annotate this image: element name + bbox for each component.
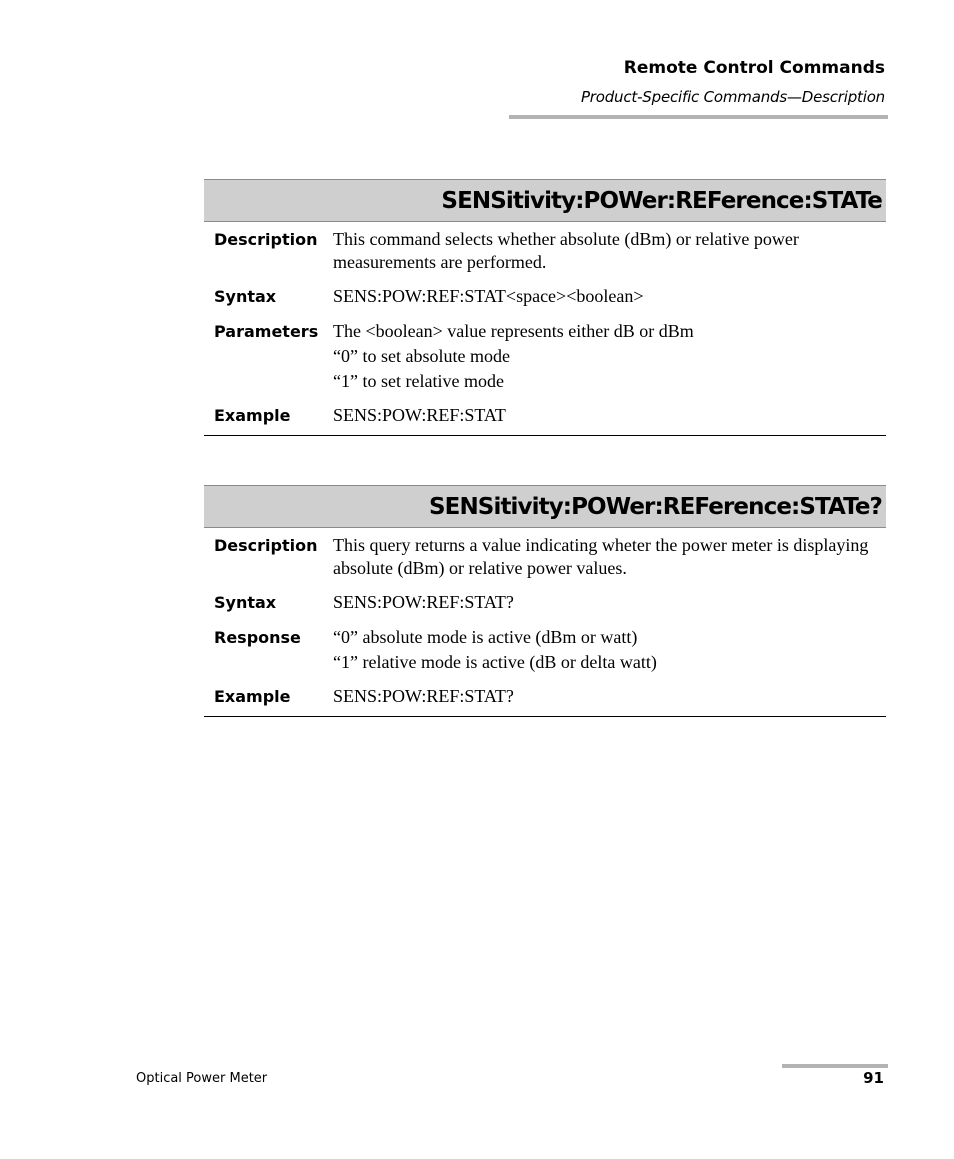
description-text: This query returns a value indicating wheter the power meter is displaying absolute (dBm) or relative power values.	[333, 535, 869, 578]
syntax-text: SENS:POW:REF:STAT?	[333, 592, 514, 612]
description-text: This command selects whether absolute (dBm) or relative power measurements are performed.	[333, 229, 799, 272]
syntax-value	[333, 285, 886, 309]
syntax-label: Syntax	[214, 593, 277, 612]
description-row	[204, 534, 886, 580]
syntax-label: Syntax	[214, 287, 277, 306]
example-row	[204, 685, 886, 709]
command-details	[204, 222, 886, 436]
command-title: SENSitivity:POWer:REFerence:STATe?	[204, 485, 886, 528]
response-line: “1” relative mode is active (dB or delta watt)	[333, 652, 657, 672]
example-text: SENS:POW:REF:STAT?	[333, 686, 514, 706]
example-value	[333, 404, 886, 428]
parameters-value	[333, 320, 886, 393]
parameters-line: The <boolean> value represents either dB or dBm	[333, 321, 694, 341]
example-text: SENS:POW:REF:STAT	[333, 405, 506, 425]
syntax-text: SENS:POW:REF:STAT<space><boolean>	[333, 286, 644, 306]
footer-rule	[782, 1064, 888, 1068]
header-rule	[509, 115, 888, 119]
syntax-value	[333, 591, 886, 615]
footer-product-name: Optical Power Meter	[136, 1071, 268, 1086]
parameters-line: “0” to set absolute mode	[333, 346, 510, 366]
example-value	[333, 685, 886, 709]
command-block-query	[204, 485, 886, 717]
description-value	[333, 534, 886, 580]
command-title: SENSitivity:POWer:REFerence:STATe	[204, 179, 886, 222]
syntax-row	[204, 285, 886, 309]
example-label: Example	[214, 687, 291, 706]
command-block-set	[204, 179, 886, 436]
page-number: 91	[863, 1069, 884, 1087]
syntax-row	[204, 591, 886, 615]
example-label: Example	[214, 406, 291, 425]
response-label: Response	[214, 628, 301, 647]
command-details	[204, 528, 886, 717]
description-label: Description	[214, 536, 318, 555]
example-row	[204, 404, 886, 428]
description-value	[333, 228, 886, 274]
parameters-row	[204, 320, 886, 393]
response-row	[204, 626, 886, 674]
response-value	[333, 626, 886, 674]
running-header-title: Remote Control Commands	[623, 58, 885, 78]
running-header-subtitle: Product-Specific Commands—Description	[580, 88, 885, 106]
parameters-line: “1” to set relative mode	[333, 371, 504, 391]
description-label: Description	[214, 230, 318, 249]
description-row	[204, 228, 886, 274]
parameters-label: Parameters	[214, 322, 319, 341]
response-line: “0” absolute mode is active (dBm or watt)	[333, 627, 638, 647]
